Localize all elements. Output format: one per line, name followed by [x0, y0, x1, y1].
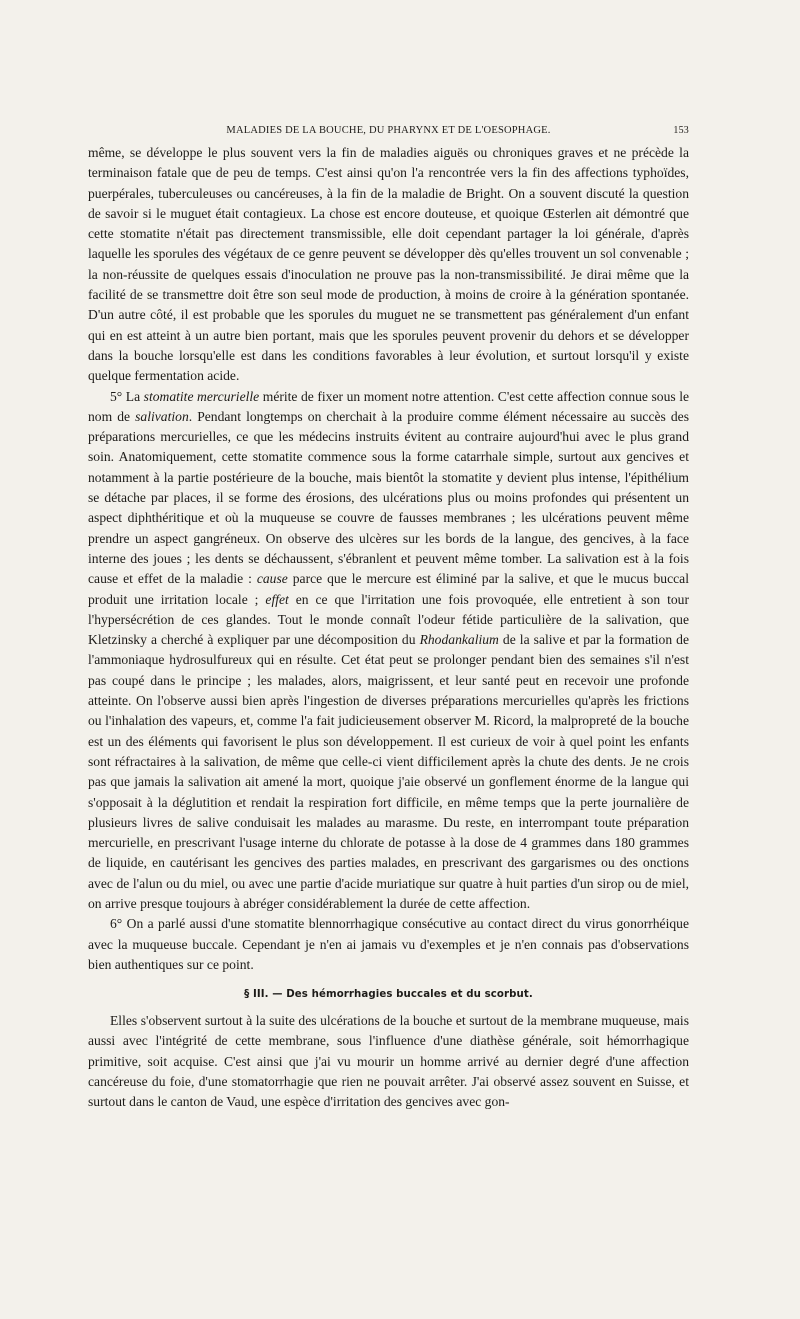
text-run: Elles s'observent surtout à la suite des ulcérations de la bouche et surtout de la membrane muqueuse, mais aussi avec l'intégrité de cette membrane, sous l'influence d'une diathèse générale, soit hémorrhagique primitive, soit acquise. C'est ainsi que j'ai vu mourir un homme arrivé au dernier degré d'une affection cancéreuse du foie, d'une stomatorrhagie que rien ne pouvait arrêter. J'ai observé assez souvent en Suisse, et surtout dans le canton de Vaud, une espèce d'irritation des gencives avec gon-	[88, 1013, 689, 1110]
italic-term: Rhodankalium	[419, 632, 499, 648]
paragraphs-after-section	[88, 1011, 689, 1112]
section-heading: § III. — Des hémorrhagies buccales et du scorbut.	[244, 989, 533, 1001]
text-run: de la salive et par la formation de l'ammoniaque hydrosulfureux qui en résulte. Cet état peut se prolonger pendant bien des semaines s'il n'est pas coupé dans le principe ; les malades, alors, maigrissent, et leur santé peut en recevoir une profonde atteinte. On l'observe aussi bien après l'ingestion de diverses préparations mercurielles qu'après les frictions ou l'inhalation des vapeurs, et, comme l'a fait judicieusement observer M. Ricord, la malpropreté de la bouche est un des éléments qui favorisent le plus son développement. Il est curieux de voir à quel point les enfants sont réfractaires à la salivation, de même que celle-ci vient difficilement après la chute des dents. Je ne crois pas que jamais la salivation ait amené la mort, quoique j'aie observé un gonflement énorme de la langue qui s'opposait à la déglutition et rendait la respiration fort difficile, en même temps que la perte journalière de plusieurs livres de salive conduisait les malades au marasme. Du reste, en interrompant toute préparation mercurielle, en prescrivant l'usage interne du chlorate de potasse à la dose de 4 grammes dans 180 grammes de liquide, en cautérisant les gencives des parties malades, en prescrivant des gargarismes ou des onctions avec de l'alun ou du miel, ou avec une partie d'acide muriatique sur quatre à huit parties d'un sirop ou de miel, on arrive presque toujours à abréger considérablement la durée de cette affection.	[88, 632, 689, 911]
text-run: mérite de fixer un moment notre attention. C'est cette affection connue sous le nom de	[88, 388, 690, 424]
page-number: 153	[673, 125, 689, 136]
body-paragraph	[88, 387, 689, 915]
body-paragraph	[88, 143, 689, 387]
paragraphs-before-section	[88, 143, 689, 975]
running-header	[88, 125, 689, 143]
text-run: 5° La	[110, 388, 144, 404]
italic-term: effet	[265, 591, 289, 607]
page-body	[88, 143, 689, 1113]
text-run: 6° On a parlé aussi d'une stomatite blennorrhagique consécutive au contact direct du virus gonorrhéique avec la muqueuse buccale. Cependant je n'en ai jamais vu d'exemples et je n'en connais pas d'observations bien authentiques sur ce point.	[88, 916, 689, 972]
italic-term: stomatite mercurielle	[143, 388, 260, 404]
page-content	[88, 125, 689, 1113]
body-paragraph	[88, 1011, 689, 1112]
text-run: . Pendant longtemps on cherchait à la produire comme élément nécessaire au succès des préparations mercurielles, ce que les médecins instruits évitent au contraire aujourd'hui avec le plus grand soin. Anatomiquement, cette stomatite commence sous la forme catarrhale simple, surtout aux gencives et notamment à la partie postérieure de la bouche, mais bientôt la stomatite y devient plus intense, l'épithélium se détache par places, il se forme des érosions, des ulcérations plus ou moins profondes qui présentent un aspect diphthéritique et où la muqueuse se couvre de fausses membranes ; les ulcérations peuvent même prendre un aspect gangréneux. On observe des ulcères sur les bords de la langue, des gencives, à la face interne des joues ; les dents se déchaussent, s'ébranlent et peuvent même tomber. La salivation est à la fois cause et effet de la maladie :	[88, 408, 689, 587]
italic-term: salivation	[135, 408, 189, 424]
text-run: en ce que l'irritation une fois provoquée, elle entretient à son tour l'hypersécrétion de ces glandes. Tout le monde connaît l'odeur fétide particulière de la salivation, que Kletzinsky a cherché à expliquer par une décomposition du	[88, 591, 689, 648]
italic-term: cause	[256, 571, 288, 587]
running-title: MALADIES DE LA BOUCHE, DU PHARYNX ET DE L'OESOPHAGE.	[226, 125, 551, 136]
body-paragraph	[88, 914, 689, 975]
text-run: parce que le mercure est éliminé par la salive, et que le mucus buccal produit une irritation locale ;	[88, 571, 689, 607]
text-run: même, se développe le plus souvent vers la fin de maladies aiguës ou chroniques graves et ne précède la terminaison fatale que de peu de temps. C'est ainsi qu'on l'a rencontrée vers la fin des affections typhoïdes, puerpérales, tuberculeuses ou cancéreuses, à la fin de la maladie de Bright. On a souvent discuté la question de savoir si le muguet était contagieux. La chose est encore douteuse, et quoique Œsterlen ait démontré que cette stomatite n'était pas directement transmissible, elle doit cependant partager la loi générale, d'après laquelle les sporules des végétaux de ce genre peuvent se développer dès qu'elles trouvent un sol convenable ; la non-réussite de quelques essais d'inoculation ne prouve pas la non-transmissibilité. Je dirai même que la facilité de se transmettre doit être son seul mode de production, à moins de croire à la génération spontanée. D'un autre côté, il est probable que les sporules du muguet ne se transmettent pas généralement d'un enfant qui en est atteint à un autre bien portant, mais que les sporules peuvent provenir du dehors et se développer dans la bouche lorsqu'elle est dans les conditions favorables à leur évolution, et surtout lorsqu'il y existe quelque fermentation acide.	[88, 145, 689, 384]
